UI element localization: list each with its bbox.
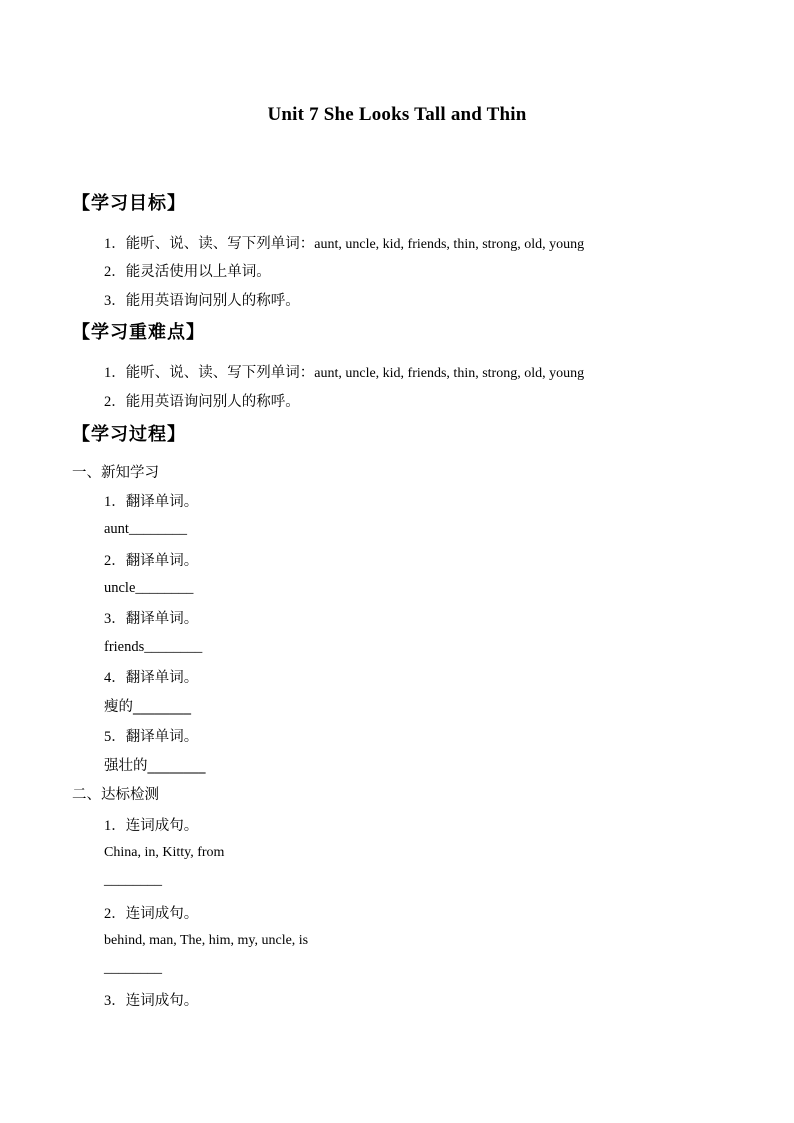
goal-item-1-text: 能听、说、读、写下列单词： xyxy=(125,236,315,252)
goal-item-3-number: 3． xyxy=(104,293,126,309)
part2-item-2-instruction: 连词成句。 xyxy=(125,906,199,922)
key-point-item-2-text: 能用英语询问别人的称呼。 xyxy=(125,394,300,410)
section-heading-goals: 【学习目标】 xyxy=(72,193,186,214)
part1-item-2-instruction: 翻译单词。 xyxy=(125,553,199,569)
part1-item-3-instruction: 翻译单词。 xyxy=(125,611,199,627)
part1-item-5 xyxy=(104,725,198,746)
part2-item-3 xyxy=(104,989,198,1010)
part2-item-2-words: behind, man, The, him, my, uncle, is xyxy=(104,933,309,948)
part1-item-4-instruction: 翻译单词。 xyxy=(125,670,199,686)
part2-item-2 xyxy=(104,902,198,923)
part1-item-1-number: 1． xyxy=(104,494,126,510)
part2-item-1-number: 1． xyxy=(104,818,126,834)
section-heading-key-points: 【学习重难点】 xyxy=(72,322,205,343)
part2-item-3-instruction: 连词成句。 xyxy=(125,993,199,1009)
part2-item-1 xyxy=(104,814,198,835)
part1-item-1 xyxy=(104,490,198,511)
goal-item-3-text: 能用英语询问别人的称呼。 xyxy=(125,293,300,309)
part1-item-2 xyxy=(104,549,198,570)
part1-item-3 xyxy=(104,607,198,628)
part2-item-1-blank: ________ xyxy=(104,872,162,888)
key-point-item-1 xyxy=(104,361,584,382)
part1-item-1-word: aunt________ xyxy=(104,521,187,537)
section-heading-process: 【学习过程】 xyxy=(72,424,186,445)
goal-item-3 xyxy=(104,289,300,310)
part1-item-5-number: 5． xyxy=(104,729,126,745)
key-point-item-1-number: 1． xyxy=(104,365,126,381)
key-point-item-2-number: 2． xyxy=(104,394,126,410)
goal-item-2 xyxy=(104,260,271,281)
part1-item-4-word: 瘦的________ xyxy=(104,699,191,715)
goal-item-2-text: 能灵活使用以上单词。 xyxy=(125,264,271,280)
goal-item-1-number: 1． xyxy=(104,236,126,252)
part1-item-2-number: 2． xyxy=(104,553,126,569)
part1-item-1-instruction: 翻译单词。 xyxy=(125,494,199,510)
part2-item-2-blank: ________ xyxy=(104,960,162,976)
part2-heading: 二、达标检测 xyxy=(72,787,159,803)
part2-item-3-number: 3． xyxy=(104,993,126,1009)
goal-item-2-number: 2． xyxy=(104,264,126,280)
part1-item-5-instruction: 翻译单词。 xyxy=(125,729,199,745)
goal-item-1 xyxy=(104,232,584,253)
part1-item-5-word: 强壮的________ xyxy=(104,758,206,774)
goal-item-1-words: aunt, uncle, kid, friends, thin, strong, old, young xyxy=(314,237,585,252)
part2-item-1-instruction: 连词成句。 xyxy=(125,818,199,834)
key-point-item-1-text: 能听、说、读、写下列单词： xyxy=(125,365,315,381)
document-title: Unit 7 She Looks Tall and Thin xyxy=(267,104,527,125)
part1-item-4 xyxy=(104,666,198,687)
part2-item-1-words: China, in, Kitty, from xyxy=(104,845,225,860)
key-point-item-2 xyxy=(104,390,300,411)
part1-item-4-number: 4． xyxy=(104,670,126,686)
key-point-item-1-words: aunt, uncle, kid, friends, thin, strong, old, young xyxy=(314,366,585,381)
part1-heading: 一、新知学习 xyxy=(72,465,159,481)
part1-item-2-word: uncle________ xyxy=(104,580,194,596)
part2-item-2-number: 2． xyxy=(104,906,126,922)
part1-item-3-number: 3． xyxy=(104,611,126,627)
part1-item-3-word: friends________ xyxy=(104,639,203,655)
